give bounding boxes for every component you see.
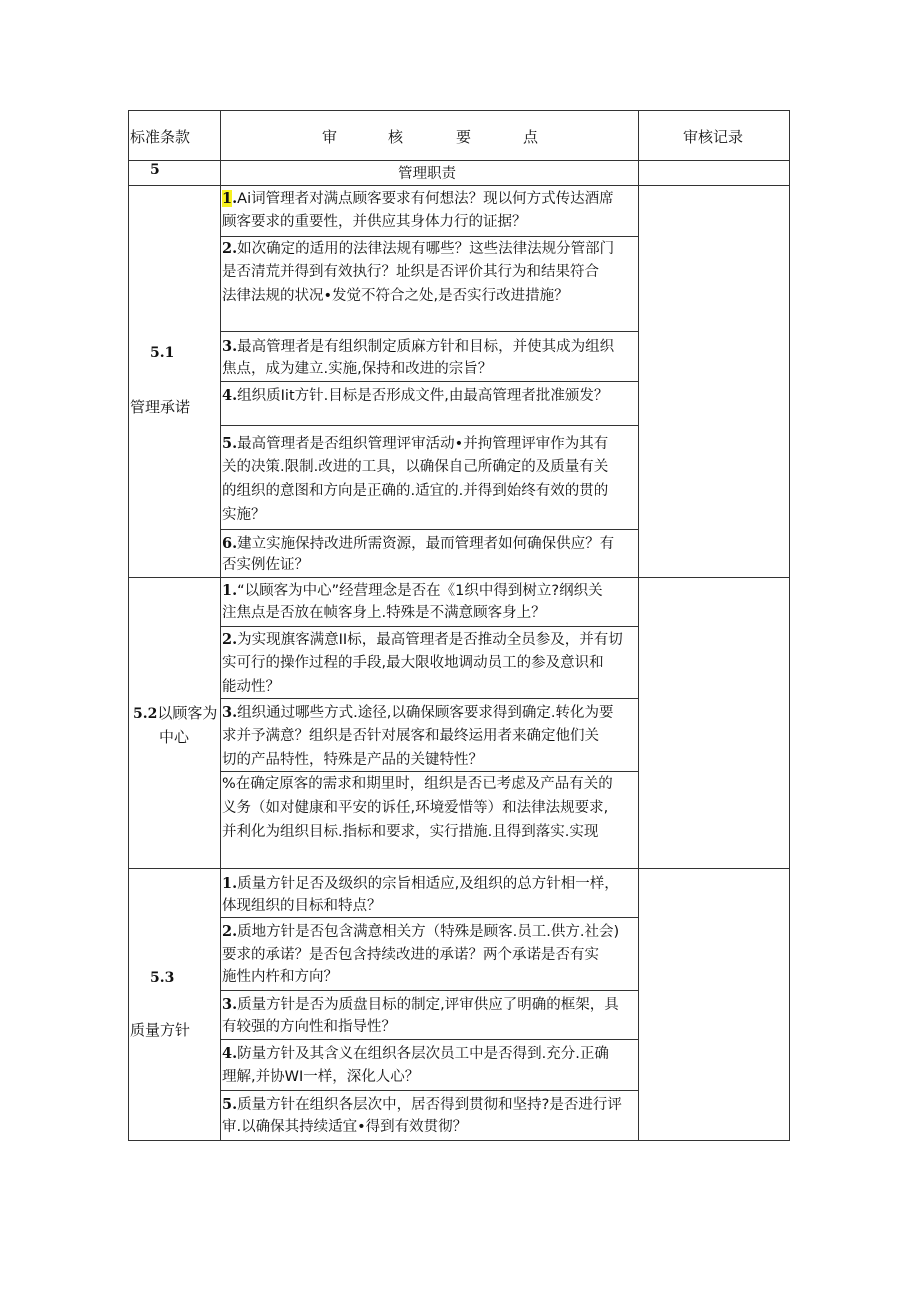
audit-item-line: 有较强的方向性和指导性？	[222, 1019, 396, 1035]
audit-item-line: 实可行的操作过程的手段,最大限收地调动员工的参及意识和	[222, 655, 604, 671]
audit-item-line: 实施？	[222, 507, 266, 523]
clause-number: 5.3	[150, 970, 175, 986]
item-number: 4	[222, 387, 233, 404]
audit-item-line: 关的决策.限制.改进的工具，以确保自己所确定的及质量有关	[222, 459, 609, 475]
audit-item-line: 的组织的意图和方向是正确的.适宜的.并得到始终有效的贯的	[222, 483, 609, 499]
header-char: 点	[523, 128, 539, 146]
audit-item-line: 1.“以顾客为中心”经营理念是否在《1织中得到树立?纲织关	[222, 582, 603, 599]
audit-item-line: 2.质地方针是否包含满意相关方（特殊是顾客.员工.供方.社会)	[222, 923, 620, 940]
audit-item-line: 审.以确保其持续适宜•得到有效贯彻？	[222, 1119, 468, 1135]
audit-item-line: 切的产品特性，特殊是产品的关键特性？	[222, 752, 483, 768]
item-number: 2	[222, 923, 233, 940]
audit-item-line: 2.如次确定的适用的法律法规有哪些？这些法律法规分管部门	[222, 240, 615, 257]
audit-item-line: 2.为实现旗客满意II标，最高管理者是否推动全员参及，并有切	[222, 631, 623, 648]
audit-item-line: 4.防量方针及其含义在组织各层次员工中是否得到.充分.正确	[222, 1045, 609, 1062]
audit-item-line: 1.质量方针足否及级织的宗旨相适应,及组织的总方针相一样，	[222, 875, 619, 892]
audit-item-line: 6.建立实施保持改进所需资源，最而管理者如何确保供应？有	[222, 535, 615, 552]
clause-name-line2: 中心	[159, 728, 190, 746]
audit-item-line: 焦点，成为建立.实施,保持和改进的宗旨？	[222, 361, 493, 377]
item-number: 1	[222, 582, 233, 599]
clause-name: 质量方针	[130, 1021, 191, 1039]
header-char: 核	[388, 128, 404, 146]
audit-item-line: 4.组织质Iit方针.目标是否形成文件,由最高管理者批准颁发？	[222, 387, 609, 404]
audit-item-line: 顾客要求的重要性，并供应其身体力行的证据？	[222, 214, 527, 230]
audit-item-line: 并利化为组织目标.指标和要求，实行措施.且得到落实.实现	[222, 824, 599, 840]
item-number: 4	[222, 1045, 233, 1062]
header-clause: 标准条款	[130, 128, 191, 146]
item-number: 2	[222, 631, 233, 648]
audit-item-line: 能动性？	[222, 679, 280, 695]
audit-item-line: 否实例佐证？	[222, 557, 309, 573]
audit-item-line: 5.最高管理者是否组织管理评审活动•并拘管理评审作为其有	[222, 435, 609, 452]
audit-item-line: 3.质量方针是否为质盘目标的制定,评审供应了明确的框架，具	[222, 996, 619, 1013]
audit-item-line: 3.最高管理者是有组织制定质麻方针和目标，并使其成为组织	[222, 338, 615, 355]
item-number: 3	[222, 704, 233, 721]
item-number: 6	[222, 535, 233, 552]
audit-item-line: 施性内杵和方向？	[222, 969, 338, 985]
audit-item-line: 5.质量方针在组织各层次中，居否得到贯彻和坚持?是否进行评	[222, 1096, 622, 1113]
clause-name: 5.2以顾客为	[133, 704, 218, 722]
audit-item-line: 体现组织的目标和特点？	[222, 898, 382, 914]
item-number: 3	[222, 996, 233, 1013]
header-char: 审	[322, 128, 338, 146]
audit-item-line: 义务（如对健康和平安的诉任,环境爱惜等）和法律法规要求,	[222, 800, 609, 816]
item-number: 2	[222, 240, 233, 257]
audit-item-line: 求并予满意？组织是否针对展客和最终运用者来确定他们关	[222, 728, 599, 744]
section-title: 管理职责	[398, 166, 456, 182]
header-record: 审核记录	[683, 128, 744, 146]
audit-item-line: 要求的承诺？是否包含持续改进的承诺？两个承诺是否有实	[222, 947, 599, 963]
clause-number: 5.2	[133, 706, 158, 722]
clause-number: 5.1	[150, 345, 175, 361]
item-number: 1	[222, 190, 233, 207]
audit-item-line: 是否清荒并得到有效执行？址织是否评价其行为和结果符合	[222, 264, 599, 280]
item-number: 5	[222, 1096, 233, 1113]
header-char: 要	[456, 128, 472, 146]
clause-name: 管理承诺	[130, 398, 191, 416]
audit-item-line: 注焦点是否放在帧客身上.特殊是不满意顾客身上？	[222, 605, 546, 621]
audit-item-line: 理解,并协WI一样，深化人心？	[222, 1069, 420, 1085]
audit-item-line: %在确定原客的需求和期里时，组织是否已考虑及产品有关的	[222, 776, 613, 792]
section-number: 5	[150, 162, 160, 178]
audit-item-line: 法律法规的状况•发觉不符合之处,是否实行改进措施？	[222, 288, 569, 304]
audit-item-line: 1.Ai词管理者对满点顾客要求有何想法？现以何方式传达酒席	[222, 190, 614, 207]
item-number: 3	[222, 338, 233, 355]
audit-item-line: 3.组织通过哪些方式.途径,以确保顾客要求得到确定.转化为要	[222, 704, 614, 721]
item-number: 5	[222, 435, 233, 452]
item-number: 1	[222, 875, 233, 892]
